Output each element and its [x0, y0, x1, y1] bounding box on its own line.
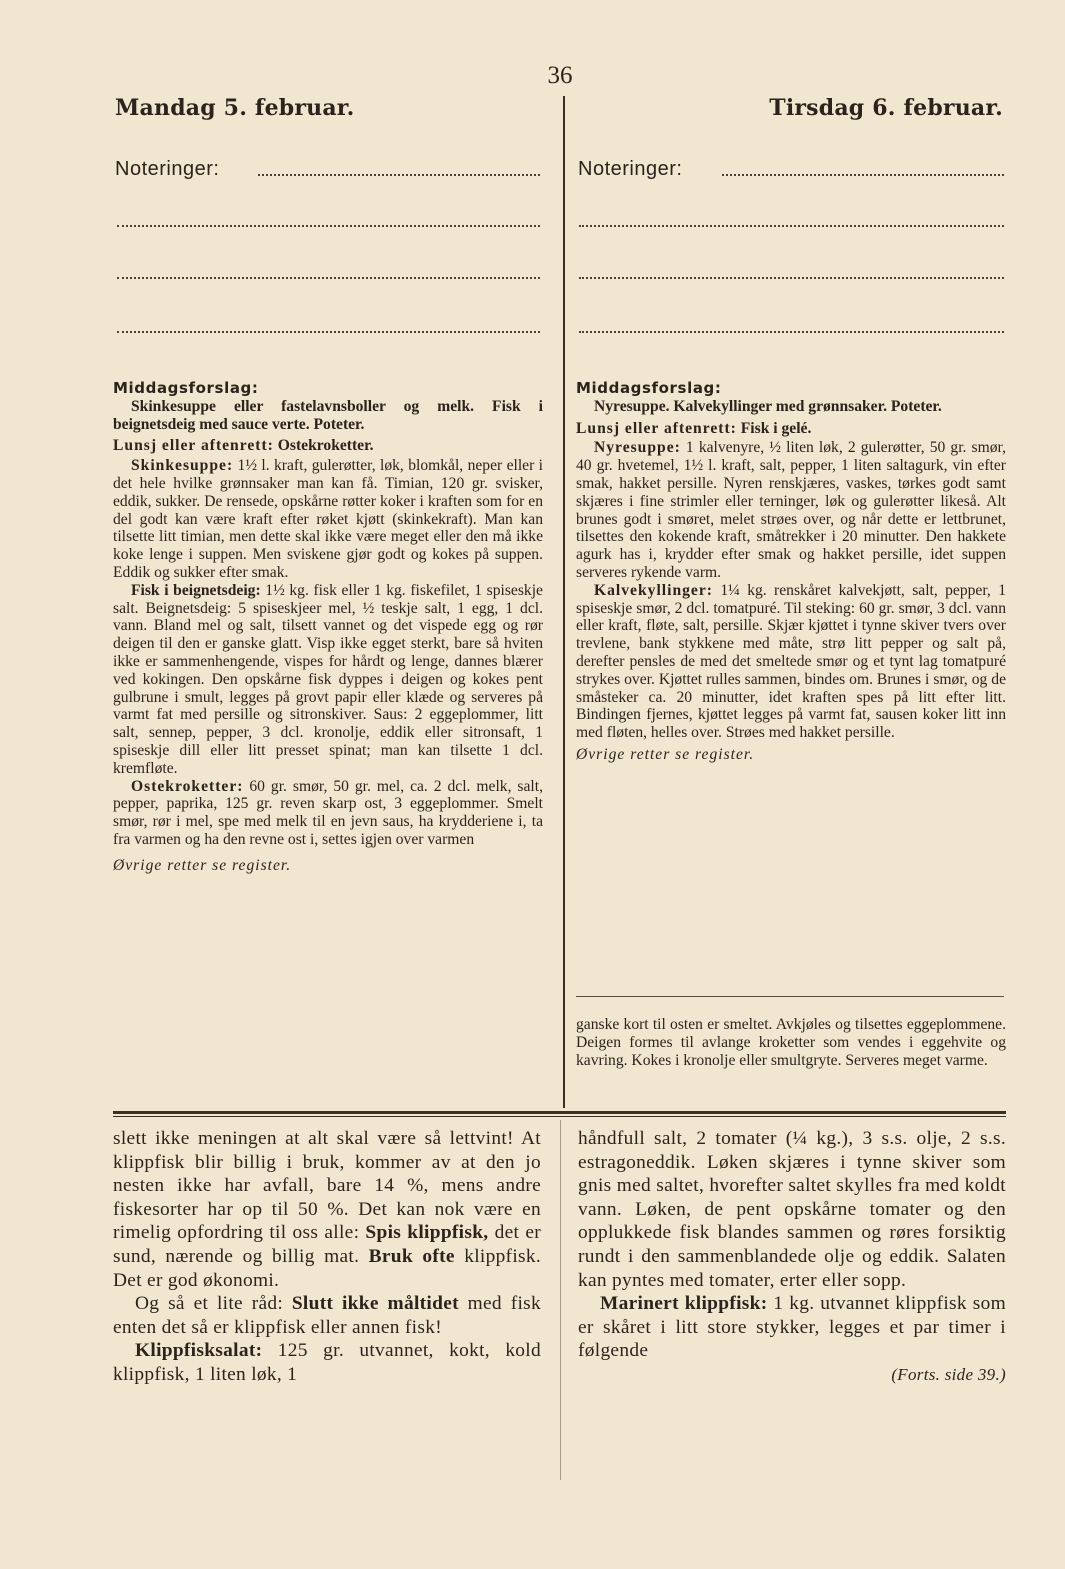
article-left	[113, 1127, 541, 1387]
notes-line-right-1[interactable]	[722, 174, 1004, 176]
notes-label-left: Noteringer:	[115, 158, 220, 180]
notes-line-left-3[interactable]	[117, 277, 540, 279]
continued-note: (Forts. side 39.)	[891, 1364, 1006, 1384]
article-right-p1: håndfull salt, 2 tomater (¼ kg.), 3 s.s. olje, 2 s.s. estragoneddik. Løken skjæres i tynne skiver som gnis med saltet, hvorefter saltet skylles fra med koldt vann. Løken, de pent opskårne tomater og den opplukkede fisk blandes sammen og røres forsiktig rundt i den sammenblandede olje og eddik. Salaten kan pyntes med tomater, erter eller sopp.	[578, 1128, 1006, 1291]
menu-text-right: Nyresuppe. Kalvekyllinger med grønnsaker. Poteter.	[594, 397, 942, 415]
column-divider	[563, 96, 565, 1108]
article-left-p3: Klippfisksalat: 125 gr. utvannet, kokt, kold klippfisk, 1 liten løk, 1	[113, 1340, 541, 1385]
article-left-p1: slett ikke meningen at alt skal være så lettvint! At klippfisk blir billig i bruk, kommer av at den jo nesten ikke har avfall, bare 14 %, mens andre fiskesorter har op til 50 %. Det kan nok være en rimelig opfordring til oss alle: Spis klippfisk, det er sund, nærende og billig mat. Bruk ofte klippfisk. Det er god økonomi.	[113, 1128, 541, 1291]
lunsj-right: Lunsj eller aftenrett: Fisk i gelé.	[576, 419, 812, 437]
recipe-column-right	[576, 380, 1006, 764]
footer-left: Øvrige retter se register.	[113, 856, 292, 874]
menu-heading-right: Middagsforslag:	[576, 379, 722, 397]
recipe-ostekroketter: Ostekroketter: 60 gr. smør, 50 gr. mel, ca. 2 dcl. melk, salt, pepper, paprika, 125 gr. reven skarp ost, 3 eggeplommer. Smelt smør, rør i mel, spe med melk til en jevn saus, ha krydderiene i, ta fra varmen og ha den revne ost i, settes igjen over varmen	[113, 777, 543, 848]
page-number: 36	[547, 62, 573, 89]
lunsj-left: Lunsj eller aftenrett: Ostekroketter.	[113, 437, 374, 455]
recipe-fisk-beignetsdeig: Fisk i beignetsdeig: 1½ kg. fisk eller 1 kg. fiskefilet, 1 spiseskje salt. Beignetsdeig: 5 spiseskjeer mel, ½ teskje salt, 1 egg, 1 dcl. vann. Bland mel og salt, tilsett vannet og det vispede egg og rør deigen til den er ganske glatt. Visp ikke egget sterkt, bare så hviten ikke er sammenhengende, vispes for hårdt og lenge, dannes blærer ved kokingen. Den opskårne fisk dyppes i deigen og kokes pent gulbrune i smult, legges på grovt papir eller klæde og serveres på varmt fat med persille og sitronskiver. Saus: 2 eggeplommer, litt salt, sennep, pepper, 3 dcl. kronolje, eddik eller sitronsaft, 1 spiseskje dill eller litt presset spinat; man kan tilsette 1 dcl. kremfløte.	[113, 581, 543, 777]
article-right	[578, 1127, 1006, 1387]
notes-line-right-4[interactable]	[579, 331, 1004, 333]
article-left-p2: Og så et lite råd: Slutt ikke måltidet med fisk enten det så er klippfisk eller annen fisk!	[113, 1293, 541, 1338]
recipe-nyresuppe: Nyresuppe: 1 kalvenyre, ½ liten løk, 2 gulerøtter, 50 gr. smør, 40 gr. hvetemel, 1½ l. kraft, salt, pepper, 1 liten saltagurk, vin efter smak, hakket persille. Nyren renskjæres, vaskes, tørkes godt samt skjæres i fine strimler eller terninger, løk og gulerøtter likeså. Alt brunes godt i smøret, melet strøes over, og når dette er lettbrunet, tilsettes den kokende kraft, småtrekker i 20 minutter. Den hakkete agurk has i, krydder efter smak og hakket persille, idet suppen serveres rykende varm.	[576, 439, 1006, 581]
menu-heading-left: Middagsforslag:	[113, 379, 259, 397]
section-rule	[113, 1111, 1006, 1114]
recipe-column-left	[113, 380, 543, 875]
article-right-p2: Marinert klippfisk: 1 kg. utvannet klippfisk som er skåret i litt store stykker, legges et par timer i følgende	[578, 1293, 1006, 1362]
notes-line-left-2[interactable]	[117, 225, 540, 227]
notes-line-left-1[interactable]	[258, 174, 540, 176]
recipe-skinkesuppe: Skinkesuppe: 1½ l. kraft, gulerøtter, løk, blomkål, neper eller i det hele hvilke grønnsaker man kan få. Timian, 120 gr. svisker, eddik, sukker. De rensede, opskårne røtter koker i kraften som for en del godt kan være kraft efter røket kjøtt (skinkekraft). Man kan tilsette litt timian, men dette skal ikke være meget eller den må ikke koke lenge i suppen. Men sviskene gjør godt og kokes på suppen. Eddik og sukker efter smak.	[113, 457, 543, 581]
continuation-text: ganske kort til osten er smeltet. Avkjøles og tilsettes eggeplommene. Deigen formes til avlange kroketter som vendes i eggehvite og kavring. Kokes i kronolje eller smultgryte. Serveres meget varme.	[576, 1016, 1006, 1069]
footer-right: Øvrige retter se register.	[576, 745, 755, 763]
day-heading-left: Mandag 5. februar.	[115, 95, 355, 121]
bottom-column-divider	[560, 1120, 561, 1480]
notes-line-right-3[interactable]	[579, 277, 1004, 279]
recipe-kalvekyllinger: Kalvekyllinger: 1¼ kg. renskåret kalvekjøtt, salt, pepper, 1 spiseskje smør, 2 dcl. tomatpuré. Til steking: 60 gr. smør, 3 dcl. vann eller kraft, fløte, salt, persille. Skjær kjøttet i tynne skiver tvers over trevlene, bank stykkene med måte, strø litt pepper og salt på, derefter pensles de med det smeltede smør og et tynt lag tomatpuré strykes over. Kjøttet rulles sammen, bindes om. Brunes i smør, og de småsteker ca. 20 minutter, idet kraften spes på litt efter litt. Bindingen fjernes, kjøttet legges på varmt fat, sausen koker litt inn med fløten, helles over. Strøes med hakket persille.	[576, 581, 1006, 742]
section-rule-thin	[113, 1116, 1006, 1117]
continuation-rule	[576, 996, 1004, 997]
menu-text-left: Skinkesuppe eller fastelavnsboller og melk. Fisk i beignetsdeig med sauce verte. Poteter.	[113, 397, 543, 433]
notes-label-right: Noteringer:	[578, 158, 683, 180]
notes-line-left-4[interactable]	[117, 331, 540, 333]
notes-line-right-2[interactable]	[579, 225, 1004, 227]
day-heading-right: Tirsdag 6. februar.	[769, 95, 1003, 121]
